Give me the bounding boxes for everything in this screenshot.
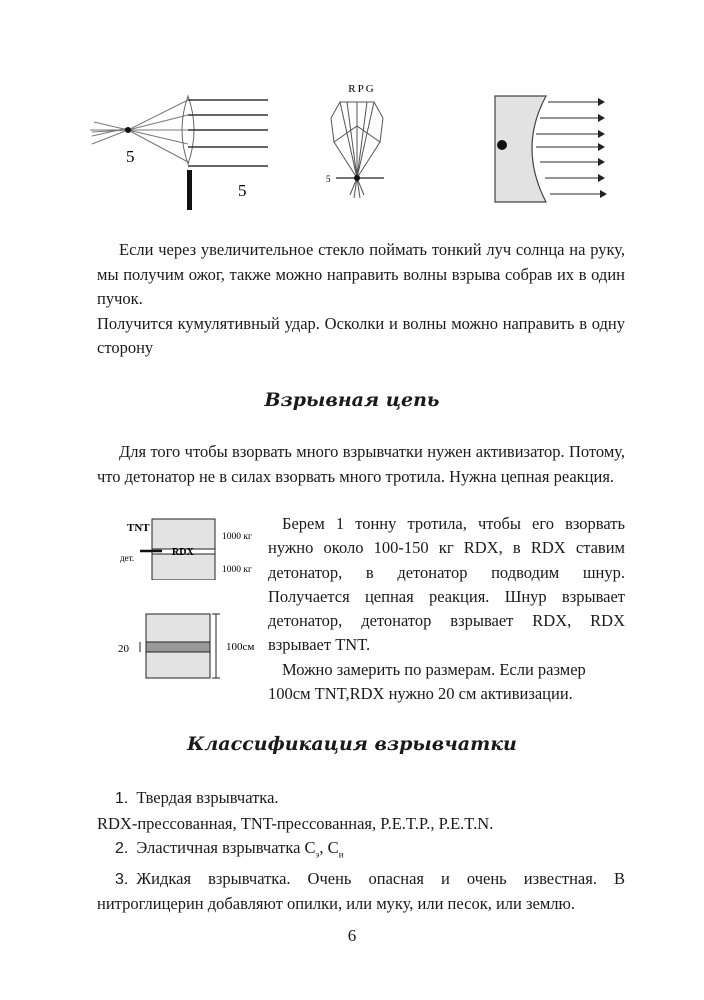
chain-paragraph-1: Для того чтобы взорвать много взрывчатки нужен активизатор. Потому, что детонатор не в силах взорвать много тротила. Нужна цепная реакция.: [97, 442, 625, 486]
label-block-height: 100см: [226, 641, 255, 653]
section-heading-chain: Взрывная цепь: [264, 389, 440, 411]
explosive-chain-diagram: [110, 515, 270, 580]
list-item-1-title: Твердая взрывчатка.: [136, 788, 279, 807]
list-item-3-title: Жидкая взрывчатка. Очень опасная и очень известная. В нитроглицерин добавляют опилки, или муку, или песок, или землю.: [97, 868, 625, 914]
label-activation-thickness: 20: [118, 643, 129, 655]
intro-paragraph-1: Если через увеличительное стекло поймать тонкий луч солнца на руку, мы получим ожог, также можно направить волны взрыва собрав их в один пучок.: [97, 240, 625, 308]
rpg-focus-label: 5: [326, 174, 331, 184]
chain-side-paragraph-2: Можно замерить по размерам. Если размер 100см TNT,RDX нужно 20 см активизации.: [268, 659, 586, 704]
page-number: 6: [347, 926, 357, 945]
intro-text: [97, 238, 625, 361]
chain-side-paragraph-1: Берем 1 тонну тротила, чтобы его взорвать нужно около 100-150 кг RDX, в RDX ставим детонатор, в детонатор подводим шнур. Получается цепная реакция. Шнур взрывает детонатор, детонатор взрывает RDX, RDX взрывает TNT.: [268, 514, 625, 655]
shaped-charge-diagram: [490, 92, 610, 207]
lens-focus-diagram: [88, 92, 278, 212]
list-number-1: 1.: [115, 790, 129, 807]
intro-paragraph-2: Получится кумулятивный удар. Осколки и волны можно направить в одну сторону: [97, 313, 625, 357]
list-number-2: 2.: [115, 840, 129, 857]
lens-focus-label: 5: [126, 147, 135, 166]
label-mass-bottom: 1000 кг: [222, 565, 252, 575]
classification-list: [97, 786, 625, 917]
list-item-2: [97, 836, 625, 867]
lens-distance-label: 5: [238, 181, 247, 200]
label-detonator: дет.: [120, 553, 135, 563]
list-item-2-separator: , C: [319, 838, 339, 857]
subscript-i: и: [338, 849, 344, 860]
chain-intro-text: [97, 440, 625, 489]
rpg-diagram: [322, 80, 402, 208]
subscript-e: э: [315, 849, 320, 860]
chain-explanation: [268, 512, 625, 706]
label-tnt: TNT: [127, 522, 150, 534]
shaped-charge-illustration: [490, 92, 610, 207]
list-item-2-title: Эластичная взрывчатка C: [136, 838, 316, 857]
list-number-3: 3.: [115, 870, 129, 888]
rpg-illustration: [322, 80, 402, 208]
label-rdx: RDX: [172, 547, 194, 558]
list-item-1-detail: RDX-прессованная, TNT-прессованная, P.E.T.P., P.E.T.N.: [97, 813, 494, 833]
rpg-title: RPG: [348, 83, 376, 95]
list-item-1: [97, 786, 625, 812]
section-heading-classification: Классификация взрывчатки: [187, 733, 517, 755]
lens-focus-illustration: [88, 92, 278, 212]
activation-size-diagram: [112, 612, 272, 682]
label-mass-top: 1000 кг: [222, 532, 252, 542]
list-item-3: [97, 867, 625, 917]
